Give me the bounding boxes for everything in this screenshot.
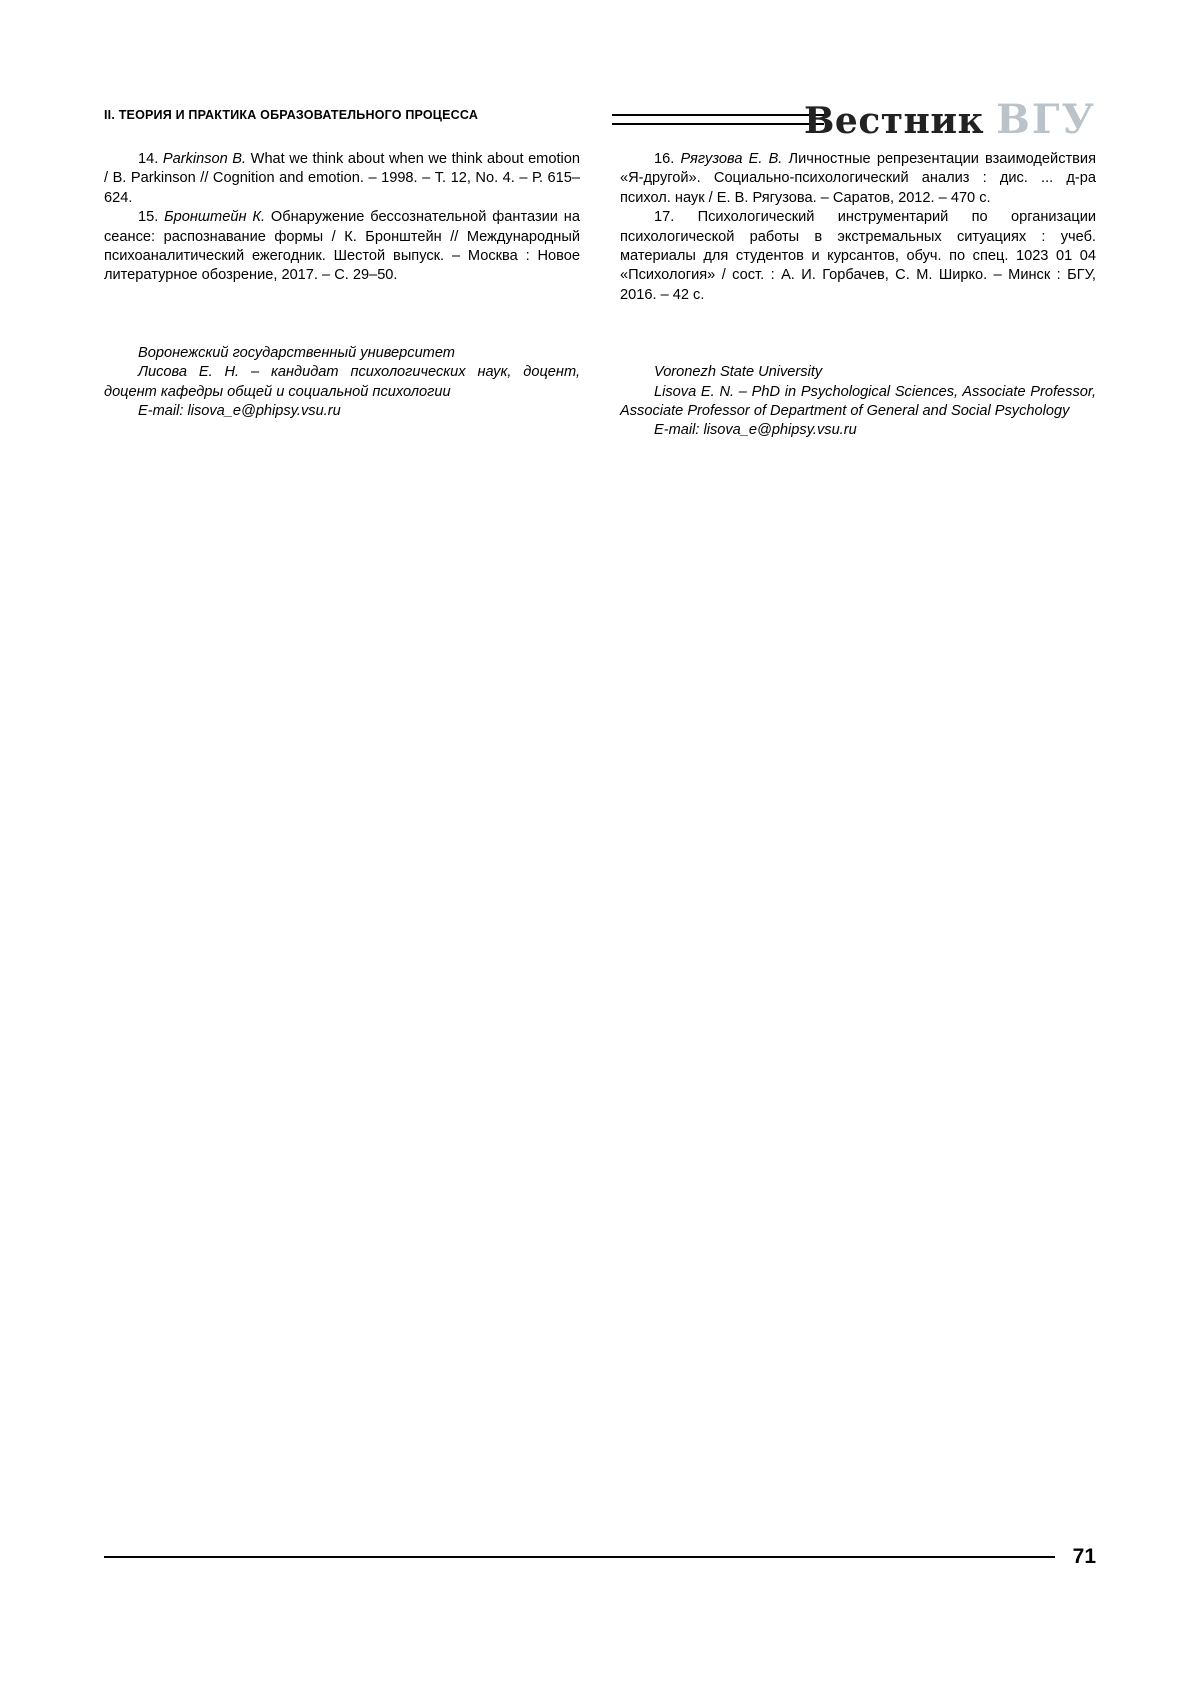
reference-author: Parkinson B.: [162, 151, 247, 167]
reference-text: Личностные репрезентации взаимодействия «Я-другой». Социально-психологический анализ : дис. ... д-ра психол. наук / Е. В. Рягузова. – Саратов, 2012. – 470 с.: [620, 151, 1096, 206]
reference-number: 17.: [654, 209, 675, 226]
affiliation-block-en: [620, 363, 1096, 441]
reference-number: 15.: [138, 209, 159, 226]
page-number: 71: [1072, 1545, 1096, 1568]
brand-sub-text: ВГУ: [996, 96, 1096, 143]
journal-brand: [804, 96, 1096, 143]
brand-main-text: Вестник: [804, 100, 985, 142]
two-column-body: [104, 150, 1096, 441]
reference-item: [620, 150, 1096, 208]
reference-author: Бронштейн К.: [164, 209, 265, 226]
page-header: [104, 96, 1096, 143]
affiliation-author: Lisova E. N. – PhD in Psychological Sciences, Associate Professor, Associate Professor of Department of General and Social Psychology: [620, 383, 1096, 420]
header-divider-rule: [612, 114, 824, 125]
reference-item: [104, 208, 580, 286]
reference-item: [620, 208, 1096, 305]
affiliation-email[interactable]: E-mail: lisova_e@phipsy.vsu.ru: [138, 403, 341, 420]
reference-number: 14.: [138, 151, 159, 167]
reference-text: Обнаружение бессознательной фантазии на сеансе: распознавание формы / К. Бронштейн // Международный психоаналитический ежегодник. Шестой выпуск. – Москва : Новое литературное обозрение, 2017. – С. 29–50.: [104, 209, 580, 284]
reference-number: 16.: [654, 151, 675, 167]
affiliation-organization: Воронежский государственный университет: [138, 344, 455, 361]
affiliation-organization: Voronezh State University: [654, 364, 823, 381]
affiliation-author: Лисова Е. Н. – кандидат психологических наук, доцент, доцент кафедры общей и социальной психологии: [104, 364, 580, 400]
section-title: II. ТЕОРИЯ И ПРАКТИКА ОБРАЗОВАТЕЛЬНОГО ПРОЦЕССА: [104, 108, 479, 122]
left-column: [104, 150, 580, 441]
reference-text: Психологический инструментарий по организации психологической работы в экстремальных ситуациях : учеб. материалы для студентов и курсантов, обуч. по спец. 1023 01 04 «Психология» / сост. : А. И. Горбачев, С. М. Ширко. – Минск : БГУ, 2016. – 42 с.: [620, 209, 1096, 303]
affiliation-block-ru: [104, 344, 580, 422]
reference-author: Рягузова Е. В.: [680, 151, 783, 167]
page-footer: [104, 1545, 1096, 1569]
reference-item: [104, 150, 580, 208]
footer-divider-rule: [104, 1556, 1055, 1558]
affiliation-email[interactable]: E-mail: lisova_e@phipsy.vsu.ru: [654, 422, 857, 439]
right-column: [620, 150, 1096, 441]
reference-text: What we think about when we think about emotion / B. Parkinson // Cognition and emotion. – 1998. – Т. 12, No. 4. – Р. 615–624.: [104, 151, 580, 206]
